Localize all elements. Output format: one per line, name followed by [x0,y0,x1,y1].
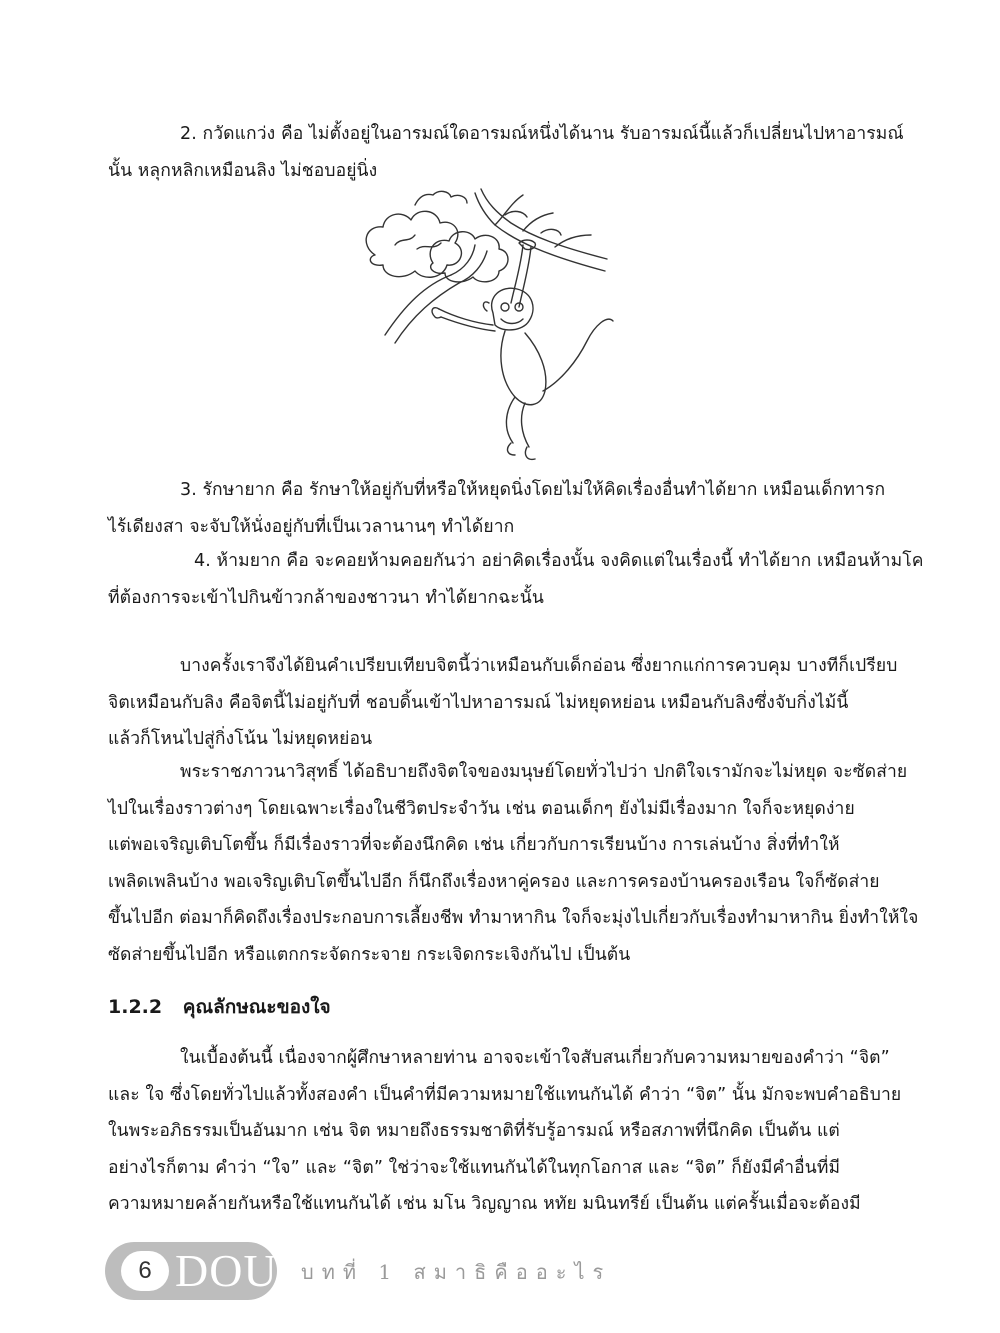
page-number: 6 [121,1251,169,1291]
footer-badge [105,1242,277,1300]
text-line: นั้น หลุกหลิกเหมือนลิง ไม่ชอบอยู่นิ่ง [108,160,378,181]
monkey-illustration [355,185,615,465]
text-line: แต่พอเจริญเติบโตขึ้น ก็มีเรื่องราวที่จะต้องนึกคิด เช่น เกี่ยวกับการเรียนบ้าง การเล่นบ้าง สิ่งที่ทำให้ [108,835,840,855]
text-line: พระราชภาวนาวิสุทธิ์ ได้อธิบายถึงจิตใจของมนุษย์โดยทั่วไปว่า ปกติใจเรามักจะไม่หยุด จะซัดส่าย [180,762,908,782]
page-footer [105,1242,905,1300]
text-line: ไร้เดียงสา จะจับให้นั่งอยู่กับที่เป็นเวลานานๆ ทำได้ยาก [108,516,515,537]
text-line: ซัดส่ายขึ้นไปอีก หรือแตกกระจัดกระจาย กระเจิดกระเจิงกันไป เป็นต้น [108,944,631,965]
text-line: อย่างไรก็ตาม คำว่า “ใจ” และ “จิต” ใช่ว่าจะใช้แทนกันได้ในทุกโอกาส และ “จิต” ก็ยังมีคำอื่นที่มี [108,1157,841,1178]
text-line: บางครั้งเราจึงได้ยินคำเปรียบเทียบจิตนี้ว่าเหมือนกับเด็กอ่อน ซึ่งยากแก่การควบคุม บางทีก็เปรียบ [180,656,898,676]
text-line: ที่ต้องการจะเข้าไปกินข้าวกล้าของชาวนา ทำได้ยากฉะนั้น [108,587,544,608]
section-heading [108,992,331,1022]
paragraph-item-4 [108,543,924,616]
text-line: ไปในเรื่องราวต่างๆ โดยเฉพาะเรื่องในชีวิตประจำวัน เช่น ตอนเด็กๆ ยังไม่มีเรื่องมาก ใจก็จะหยุดง่าย [108,798,855,819]
text-line: แล้วก็โหนไปสู่กิ่งโน้น ไม่หยุดหย่อน [108,729,373,749]
section-title: คุณลักษณะของใจ [182,996,331,1018]
paragraph-section [108,1040,902,1223]
section-number: 1.2.2 [108,996,163,1018]
paragraph-item-2 [108,116,904,189]
paragraph-item-3 [108,472,893,545]
text-line: ในเบื้องต้นนี้ เนื่องจากผู้ศึกษาหลายท่าน อาจจะเข้าใจสับสนเกี่ยวกับความหมายของคำว่า “จิต” [180,1048,890,1068]
paragraph-intro [108,648,898,758]
dou-logo: DOU [175,1245,278,1296]
paragraph-phra [108,754,919,973]
text-line: และ ใจ ซึ่งโดยทั่วไปแล้วทั้งสองคำ เป็นคำที่มีความหมายใช้แทนกันได้ คำว่า “จิต” นั้น มักจะพบคำอธิบาย [108,1084,902,1105]
text-line: ในพระอภิธรรมเป็นอันมาก เช่น จิต หมายถึงธรรมชาติที่รับรู้อารมณ์ หรือสภาพที่นึกคิด เป็นต้น แต่ [108,1121,840,1141]
text-line: 2. กวัดแกว่ง คือ ไม่ตั้งอยู่ในอารมณ์ใดอารมณ์หนึ่งได้นาน รับอารมณ์นี้แล้วก็เปลี่ยนไปหาอารมณ์ [180,124,904,144]
text-line: 3. รักษายาก คือ รักษาให้อยู่กับที่หรือให้หยุดนิ่งโดยไม่ให้คิดเรื่องอื่นทำได้ยาก เหมือนเด็กทารก [180,480,886,500]
text-line: 4. ห้ามยาก คือ จะคอยห้ามคอยกันว่า อย่าคิดเรื่องนั้น จงคิดแต่ในเรื่องนี้ ทำได้ยาก เหมือนห้ามโค [194,551,924,571]
text-line: จิตเหมือนกับลิง คือจิตนี้ไม่อยู่กับที่ ชอบดิ้นเข้าไปหาอารมณ์ ไม่หยุดหย่อน เหมือนกับลิงซึ่งจับกิ่งไม้นี้ [108,692,849,713]
text-line: ขึ้นไปอีก ต่อมาก็คิดถึงเรื่องประกอบการเลี้ยงชีพ ทำมาหากิน ใจก็จะมุ่งไปเกี่ยวกับเรื่องทำมาหากิน ยิ่งทำให้ใจ [108,908,919,928]
text-line: เพลิดเพลินบ้าง พอเจริญเติบโตขึ้นไปอีก ก็นึกถึงเรื่องหาคู่ครอง และการครองบ้านครองเรือน ใจก็ซัดส่าย [108,871,880,892]
chapter-title: บทที่ 1 สมาธิคืออะไร [301,1260,612,1284]
text-line: ความหมายคล้ายกันหรือใช้แทนกันได้ เช่น มโน วิญญาณ หทัย มนินทรีย์ เป็นต้น แต่ครั้นเมื่อจะต้องมี [108,1194,861,1214]
